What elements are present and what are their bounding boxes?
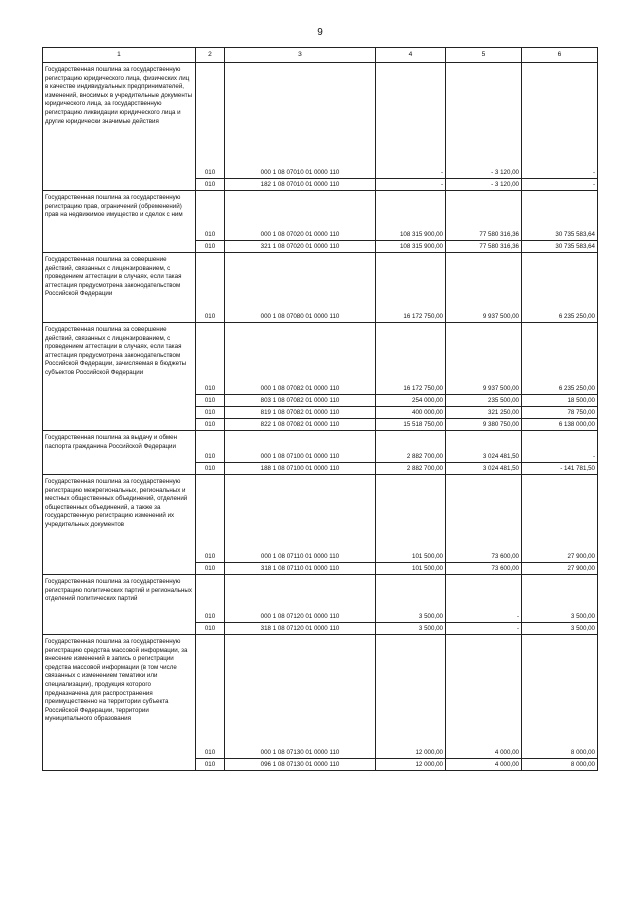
page-number: 9 (317, 27, 323, 38)
approved-amount: 108 315 900,00 (376, 241, 446, 253)
line-code: 010 (196, 431, 225, 463)
budget-code: 321 1 08 07020 01 0000 110 (225, 241, 376, 253)
line-code: 010 (196, 575, 225, 623)
executed-amount: 3 024 481,50 (446, 463, 522, 475)
executed-amount: 77 580 316,36 (446, 241, 522, 253)
budget-code: 822 1 08 07082 01 0000 110 (225, 419, 376, 431)
line-code: 010 (196, 475, 225, 563)
column-header-6: 6 (522, 48, 598, 63)
line-code: 010 (196, 253, 225, 323)
remaining-amount: - (522, 431, 598, 463)
line-code: 010 (196, 395, 225, 407)
budget-code: 182 1 08 07010 01 0000 110 (225, 179, 376, 191)
executed-amount: 9 937 500,00 (446, 253, 522, 323)
table-row (43, 63, 598, 179)
remaining-amount: 78 750,00 (522, 407, 598, 419)
table-row (43, 431, 598, 463)
row-name: Государственная пошлина за совершение действий, связанных с лицензированием, с проведением аттестации в случаях, если такая аттестация предусмотрена законодательством Российской Федерации, зачисляемая в бюджеты субъектов Российской Федерации (43, 323, 196, 431)
line-code: 010 (196, 63, 225, 179)
executed-amount: - (446, 623, 522, 635)
budget-code: 803 1 08 07082 01 0000 110 (225, 395, 376, 407)
line-code: 010 (196, 323, 225, 395)
remaining-amount: 8 000,00 (522, 635, 598, 759)
row-name: Государственная пошлина за выдачу и обмен паспорта гражданина Российской Федерации (43, 431, 196, 475)
budget-code: 000 1 08 07010 01 0000 110 (225, 63, 376, 179)
budget-code: 000 1 08 07130 01 0000 110 (225, 635, 376, 759)
row-name: Государственная пошлина за государственную регистрацию прав, ограничений (обременений) прав на недвижимое имущество и сделок с ним (43, 191, 196, 253)
remaining-amount: 6 235 250,00 (522, 323, 598, 395)
approved-amount: 101 500,00 (376, 563, 446, 575)
approved-amount: 2 882 700,00 (376, 431, 446, 463)
line-code: 010 (196, 179, 225, 191)
line-code: 010 (196, 759, 225, 771)
executed-amount: 4 000,00 (446, 759, 522, 771)
remaining-amount: 27 900,00 (522, 475, 598, 563)
column-header-4: 4 (376, 48, 446, 63)
table-row (43, 253, 598, 323)
approved-amount: 16 172 750,00 (376, 253, 446, 323)
executed-amount: - 3 120,00 (446, 179, 522, 191)
executed-amount: 9 937 500,00 (446, 323, 522, 395)
remaining-amount: 30 735 583,64 (522, 241, 598, 253)
budget-code: 188 1 08 07100 01 0000 110 (225, 463, 376, 475)
budget-code: 000 1 08 07020 01 0000 110 (225, 191, 376, 241)
executed-amount: 4 000,00 (446, 635, 522, 759)
executed-amount: 77 580 316,36 (446, 191, 522, 241)
approved-amount: 101 500,00 (376, 475, 446, 563)
line-code: 010 (196, 241, 225, 253)
approved-amount: - (376, 179, 446, 191)
table-row (43, 191, 598, 241)
remaining-amount: 18 500,00 (522, 395, 598, 407)
line-code: 010 (196, 563, 225, 575)
executed-amount: - (446, 575, 522, 623)
budget-code: 000 1 08 07110 01 0000 110 (225, 475, 376, 563)
row-name: Государственная пошлина за государственную регистрацию средства массовой информации, за внесение изменений в запись о регистрации средства массовой информации (в том числе связанных с изменением тематики или специализации), продукция которого предназначена для распространения преимущественно на территории субъекта Российской Федерации, территории муниципального образования (43, 635, 196, 771)
budget-code: 318 1 08 07110 01 0000 110 (225, 563, 376, 575)
budget-code: 819 1 08 07082 01 0000 110 (225, 407, 376, 419)
approved-amount: 3 500,00 (376, 575, 446, 623)
budget-code: 000 1 08 07100 01 0000 110 (225, 431, 376, 463)
column-header-3: 3 (225, 48, 376, 63)
executed-amount: 3 024 481,50 (446, 431, 522, 463)
line-code: 010 (196, 635, 225, 759)
remaining-amount: - (522, 179, 598, 191)
executed-amount: - 3 120,00 (446, 63, 522, 179)
remaining-amount: 3 500,00 (522, 623, 598, 635)
approved-amount: 108 315 900,00 (376, 191, 446, 241)
executed-amount: 73 600,00 (446, 563, 522, 575)
table-row (43, 635, 598, 759)
table-row (43, 575, 598, 623)
executed-amount: 9 380 750,00 (446, 419, 522, 431)
budget-code: 000 1 08 07082 01 0000 110 (225, 323, 376, 395)
remaining-amount: - 141 781,50 (522, 463, 598, 475)
budget-code: 096 1 08 07130 01 0000 110 (225, 759, 376, 771)
approved-amount: 15 518 750,00 (376, 419, 446, 431)
line-code: 010 (196, 419, 225, 431)
column-header-5: 5 (446, 48, 522, 63)
remaining-amount: 30 735 583,64 (522, 191, 598, 241)
row-name: Государственная пошлина за совершение действий, связанных с лицензированием, с проведением аттестации в случаях, если такая аттестация предусмотрена законодательством Российской Федерации (43, 253, 196, 323)
revenue-table (42, 47, 598, 771)
table-row (43, 323, 598, 395)
line-code: 010 (196, 191, 225, 241)
column-header-1: 1 (43, 48, 196, 63)
approved-amount: 3 500,00 (376, 623, 446, 635)
table-header-row (43, 48, 598, 63)
line-code: 010 (196, 463, 225, 475)
remaining-amount: - (522, 63, 598, 179)
table-row (43, 475, 598, 563)
approved-amount: 12 000,00 (376, 759, 446, 771)
approved-amount: 400 000,00 (376, 407, 446, 419)
executed-amount: 321 250,00 (446, 407, 522, 419)
approved-amount: 2 882 700,00 (376, 463, 446, 475)
remaining-amount: 6 235 250,00 (522, 253, 598, 323)
line-code: 010 (196, 623, 225, 635)
remaining-amount: 8 000,00 (522, 759, 598, 771)
row-name: Государственная пошлина за государственную регистрацию межрегиональных, региональных и местных общественных объединений, отделений общественных объединений, а также за государственную регистрацию изменений их учредительных документов (43, 475, 196, 575)
line-code: 010 (196, 407, 225, 419)
approved-amount: 16 172 750,00 (376, 323, 446, 395)
budget-code: 000 1 08 07080 01 0000 110 (225, 253, 376, 323)
executed-amount: 235 500,00 (446, 395, 522, 407)
row-name: Государственная пошлина за государственную регистрацию юридического лица, физических лиц в качестве индивидуальных предпринимателей, изменений, вносимых в учредительные документы юридического лица, за государственную регистрацию ликвидации юридического лица и другие юридически значимые действия (43, 63, 196, 191)
row-name: Государственная пошлина за государственную регистрацию политических партий и региональных отделений политических партий (43, 575, 196, 635)
remaining-amount: 27 900,00 (522, 563, 598, 575)
approved-amount: - (376, 63, 446, 179)
budget-code: 000 1 08 07120 01 0000 110 (225, 575, 376, 623)
approved-amount: 254 000,00 (376, 395, 446, 407)
executed-amount: 73 600,00 (446, 475, 522, 563)
approved-amount: 12 000,00 (376, 635, 446, 759)
remaining-amount: 6 138 000,00 (522, 419, 598, 431)
remaining-amount: 3 500,00 (522, 575, 598, 623)
budget-code: 318 1 08 07120 01 0000 110 (225, 623, 376, 635)
column-header-2: 2 (196, 48, 225, 63)
